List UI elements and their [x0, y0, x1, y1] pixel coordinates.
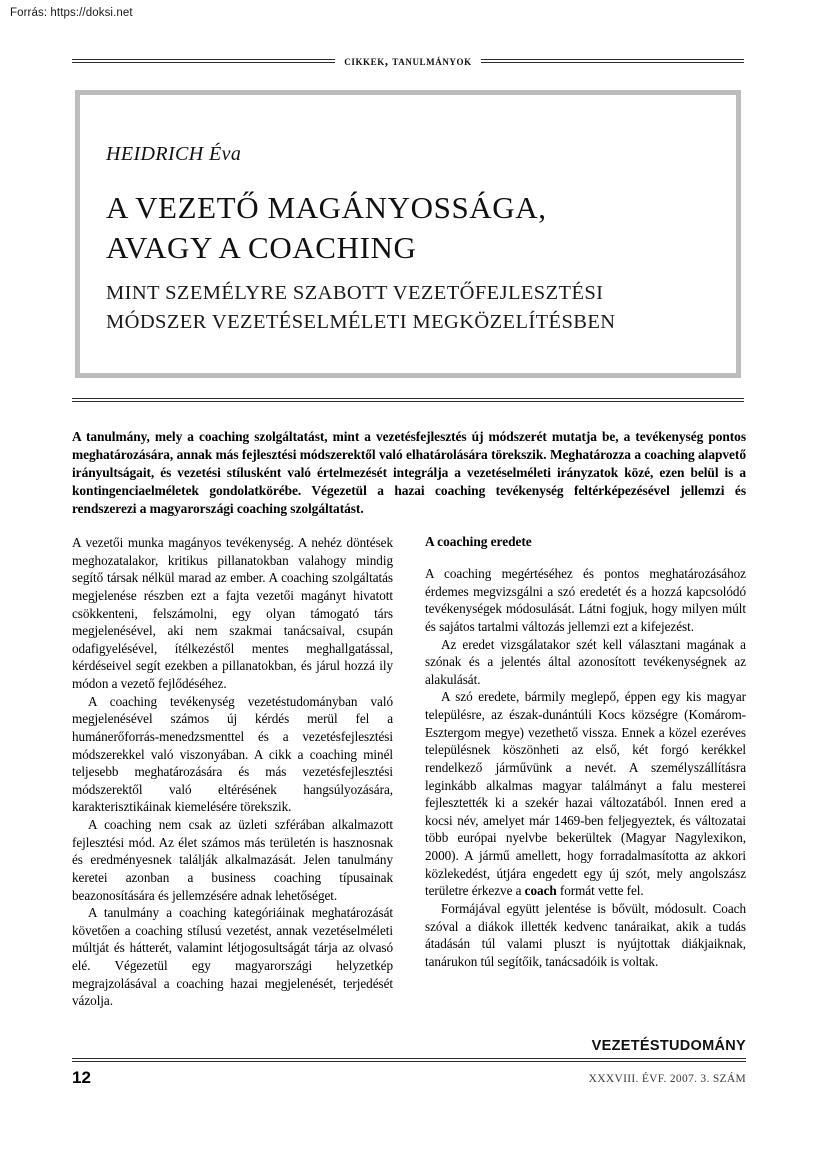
- article-subtitle-line-2: MÓDSZER VEZETÉSELMÉLETI MEGKÖZELÍTÉSBEN: [106, 311, 616, 334]
- footer-issue-info: XXXVIII. ÉVF. 2007. 3. SZÁM: [588, 1073, 746, 1085]
- paragraph-text-end: formát vette fel.: [556, 883, 644, 899]
- title-divider-rule: [72, 398, 744, 402]
- paragraph: Az eredet vizsgálatakor szét kell választani magának a szónak és a jelentés által azonosított tevékenységnek az alakulását.: [425, 636, 746, 687]
- author-name: HEIDRICH Éva: [106, 143, 242, 165]
- running-head-rule-right: [481, 59, 744, 63]
- title-box-inner: [80, 95, 736, 337]
- running-head-label: cikkek, tanulmányok: [344, 53, 472, 68]
- article-subtitle-line-1: MINT SZEMÉLYRE SZABOTT VEZETŐFEJLESZTÉSI: [106, 282, 604, 305]
- source-watermark: Forrás: https://doksi.net: [10, 7, 133, 19]
- running-head: [72, 50, 744, 72]
- page-number: 12: [72, 1068, 91, 1087]
- footer-journal-name: VEZETÉSTUDOMÁNY: [591, 1038, 746, 1054]
- body-columns: [72, 534, 746, 1034]
- paragraph-with-bold-term: [425, 688, 746, 900]
- article-title: [106, 188, 736, 267]
- article-title-line-2: AVAGY A COACHING: [106, 229, 417, 265]
- bold-term-coach: coach: [524, 883, 557, 899]
- section-heading: A coaching eredete: [425, 534, 532, 549]
- paragraph: A coaching tevékenység vezetéstudományban való megjelenésével számos új kérdés merül fel a humánerőforrás-menedzsmenttel és a vezetésfejlesztési módszerekkel való viszonyában. A cikk a coaching minél teljesebb meghatározására és más vezetésfejlesztési módszerektől való eltérésének hangsúlyozására, karakterisztikáinak kiemelésére törekszik.: [72, 693, 393, 815]
- footer-divider-rule: [72, 1058, 746, 1062]
- paragraph-text-start: A szó eredete, bármily meglepő, éppen egy kis magyar településre, az észak-dunántúli Kocs községre (Komárom-Esztergom megye) vezethető vissza. Ennek a közel ezeréves településnek köszönheti az első, két forgó kerékkel rendelkező járművünk a nevét. A személyszállításra leginkább alkalmas magyar találmányt a falu mesterei fejlesztették ki a szekér hazai változatából. Innen ered a kocsi név, amelyet már 1469-ben feljegyeztek, és változatai több európai nyelvbe bekerültek (Magyar Nagylexikon, 2000). A jármű amellett, hogy forradalmasította az akkori közlekedést, útjára engedett egy új szót, mely angolszász területre érkezve a: [425, 689, 746, 899]
- left-column: [72, 534, 393, 1034]
- right-column: [425, 534, 746, 1034]
- article-subtitle: [106, 279, 736, 336]
- title-box: [75, 90, 741, 378]
- article-title-line-1: A VEZETŐ MAGÁNYOSSÁGA,: [106, 190, 547, 225]
- paragraph: A tanulmány a coaching kategóriáinak meghatározását követően a coaching stílusú vezetést, annak vezetéselméleti múltját és hátterét, valamint létjogosultságát tárja az olvasó elé. Végezetül egy magyarországi helyzetkép megrajzolásával a coaching hazai megjelenését, terjedését vázolja.: [72, 905, 393, 1009]
- paragraph: Formájával együtt jelentése is bővült, módosult. Coach szóval a diákok illették kedvenc tanáraikat, akik a tudás átadásán túl valami pluszt is nyújtottak diákjaiknak, tanárukon túl segítőik, tanácsadóik is voltak.: [425, 900, 746, 969]
- running-head-rule-left: [72, 59, 335, 63]
- paragraph: A coaching nem csak az üzleti szférában alkalmazott fejlesztési mód. Az élet számos más területén is hasznosnak és eredményesnek találják alkalmazását. Jelen tanulmány keretei azonban a business coaching típusainak beazonosítására és jellemzésére adnak lehetőséget.: [72, 817, 393, 903]
- abstract-text: A tanulmány, mely a coaching szolgáltatást, mint a vezetésfejlesztés új módszerét mutatja be, a tevékenység pontos meghatározására, annak más fejlesztési módszerektől való elhatárolására törekszik. Meghatározza a coaching alapvető irányultságait, és vezetési stílusként való értelmezését integrálja a vezetéselméleti irányzatok közé, ezen belül is a kontingenciaelméletek gondolatkörébe. Végezetül a hazai coaching tevékenység feltérképezésével jellemzi és rendszerezi a magyarországi coaching szolgáltatást.: [72, 429, 746, 516]
- paragraph: A coaching megértéséhez és pontos meghatározásához érdemes megvizsgálni a szó eredetét és a hozzá kapcsolódó tevékenységek módosulását. Látni fogjuk, hogy milyen múlt és sajátos tartalmi változás jellemzi ezt a kifejezést.: [425, 566, 746, 634]
- paragraph: A vezetői munka magányos tevékenység. A nehéz döntések meghozatalakor, kritikus pillanatokban valahogy mindig segítő társak nélkül marad az ember. A coaching szolgáltatás megjelenése részben ezt a fajta vezetői magányt hivatott csökkenteni, felszámolni, egy olyan támogató társ megjelenésével, aki nem szakmai tanácsaival, csupán odafigyelésével, ítélkezéstől mentes meghallgatással, kérdéseivel segít ezekben a pillanatokban, és járul hozzá ily módon a vezető fejlődéséhez.: [72, 535, 393, 691]
